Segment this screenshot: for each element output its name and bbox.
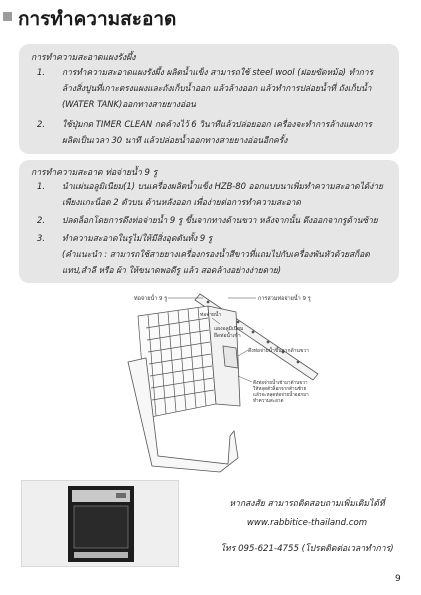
item-number: 2. <box>37 215 45 225</box>
item-line: แทป,สำลี หรือ ผ้า ให้ขนาดพอดีรู แล้ว สอดล้างอย่างง่ายดาย) <box>62 265 281 275</box>
contact-website: www.rabbitice-thailand.com <box>246 518 368 528</box>
item-number: 2. <box>37 119 45 129</box>
item-line: (คำแนะนำ : สามารถใช้สายยางเครื่องกรองน้ำสีขาวที่แถมไปกับเครื่องพันหัวด้วยสก็อต <box>62 249 370 259</box>
diagram-label: ดึงท่อจ่ายน้ำขึ้นจากด้านขวา <box>248 348 309 354</box>
item-line: ปลดล็อกโดยการดึงท่อจ่ายน้ำ 9 รู ขึ้นจากทางด้านขวา หลังจากนั้น ดึงออกจากรูด้านซ้าย <box>62 215 378 225</box>
item-text <box>62 64 392 112</box>
item-line: (WATER TANK)ออกทางสายยางอ่อน <box>62 99 196 109</box>
diagram-label: ยึดท่อน้ำเข้า <box>214 333 241 339</box>
item-text <box>62 116 392 148</box>
contact-phone: โทร 095-621-4755 (โปรดติดต่อเวลาทำการ) <box>220 544 394 554</box>
item-line: ผลิตเป็นเวลา 30 นาที แล้วปล่อยน้ำออกทางสายยางอ่อนอีกครั้ง <box>62 135 288 145</box>
diagram-label: ท่อจ่ายน้ำ <box>200 312 222 318</box>
ice-maker-photo <box>21 480 179 567</box>
page-number: 9 <box>395 574 401 584</box>
section-heading: การทำความสะอาด ท่อจ่ายน้ำ 9 รู <box>31 168 158 178</box>
diagram-note: ให้หลุดตัวล็อกจากด้านซ้าย <box>253 387 307 392</box>
page-title: การทำความสะอาด <box>18 8 177 30</box>
diagram-note: ดึงท่อจ่ายน้ำเข้ามาด้านขวา <box>253 381 308 386</box>
diagram-label: แผงอลูมิเนียม <box>214 326 244 332</box>
title-marker <box>3 12 12 21</box>
item-line: นำแผ่นอลูมิเนียม(1) บนเครื่องผลิตน้ำแข็ง HZB-80 ออกแบบนาเพิ่มทำความสะอาดได้ง่าย <box>62 181 383 191</box>
section-heading: การทำความสะอาดแผงรังผึ้ง <box>31 53 136 63</box>
section-water-tube-cleaning <box>19 160 399 283</box>
diagram-note: ทำความสะอาด <box>253 399 284 404</box>
item-text <box>62 212 392 228</box>
diagram-note: แล้วจะหลุดท่อจ่ายน้ำออกมา <box>253 393 309 398</box>
ice-maker-diagram <box>108 286 338 474</box>
diagram-label: การสวมท่อจ่ายน้ำ 9 รู <box>258 296 311 302</box>
item-line: ทำความสะอาดในรูไม่ให้มีสิ่งอุดตันทั้ง 9 รู <box>62 233 213 243</box>
item-text <box>62 178 392 210</box>
item-line: ใช้ปุ่มกด TIMER CLEAN กดค้างไว้ 6 วินาทีแล้วปล่อยออก เครื่องจะทำการล้างแผงการ <box>62 119 372 129</box>
item-line: เพียงแกะน็อต 2 ตัวบน ด้านหลังออก เพื่อง่ายต่อการทำความสะอาด <box>62 197 301 207</box>
diagram-label: ท่อจ่ายน้ำ 9 รู <box>134 296 168 302</box>
section-honeycomb-cleaning <box>19 44 399 154</box>
item-line: การทำความสะอาดแผงรังผึ้ง ผลิตน้ำแข็ง สามารถใช้ steel wool (ฝอยขัดหม้อ) ทำการ <box>62 67 374 77</box>
item-number: 1. <box>37 67 45 77</box>
item-line: ล้างสิ่งปูนที่เกาะตรงแผงและถังเก็บน้ำออก แล้วล้างออก แล้วทำการปล่อยน้ำที่ ถังเก็บน้ำ <box>62 83 372 93</box>
contact-prompt: หากสงสัย สามารถติดสอบถามเพิ่มเติมได้ที่ <box>229 499 385 509</box>
item-number: 3. <box>37 233 45 243</box>
item-text <box>62 230 392 278</box>
item-number: 1. <box>37 181 45 191</box>
ice-maker-image <box>22 481 180 568</box>
